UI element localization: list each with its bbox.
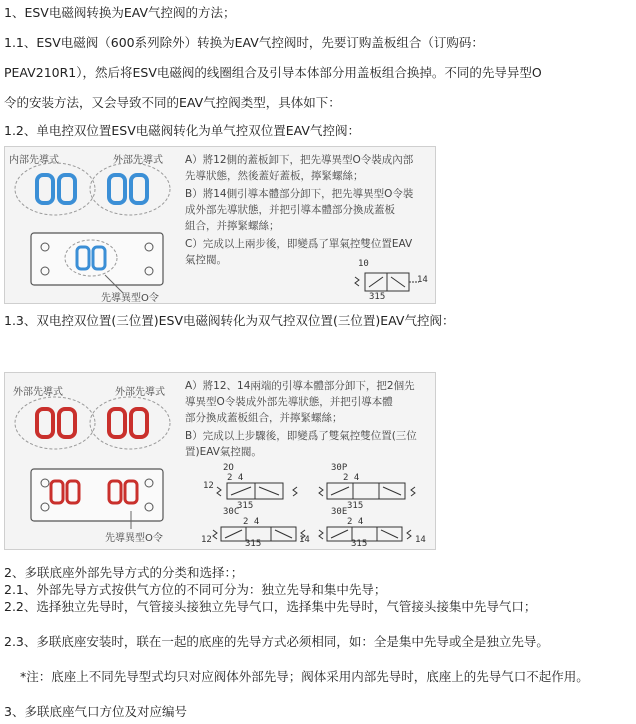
sym1-label-top: 10 [358,259,369,269]
heading-1: 1、ESV电磁阀转换为EAV气控阀的方法； [4,5,236,20]
figure-double-pilot [4,372,436,550]
fig1-step-c2: 氣控閥。 [185,254,227,266]
valve-illustration-2 [5,373,181,550]
para-1-1-end: 令的安装方法，又会导致不同的EAV气控阀类型，具体如下： [4,95,341,110]
sym-2o-bottom: 315 [237,501,254,511]
valve-symbol-single [353,269,423,297]
fig2-step-b2: 置)EAV氣控閥。 [185,446,262,458]
fig1-step-b1: B）將14側引導本體部分卸下，把先導異型O令裝 [185,188,414,200]
label-external-pilot-2: 外部先導式 [13,387,63,398]
sym-2o-left: 12 [203,481,214,491]
fig2-step-a1: A）將12、14兩端的引導本體部分卸下，把2個先 [185,380,415,392]
sym1-label-bottom: 315 [369,292,386,302]
sym-30c-left: 12 [201,535,212,545]
valve-illustration [5,147,181,304]
fig1-step-a2: 先導狀態，然後蓋好蓋板，擰緊螺絲； [185,170,364,182]
sym-30c-label: 30C [223,507,240,517]
sym-30e-bottom: 315 [351,539,368,549]
para-2-3: 2.3、多联底座安装时，联在一起的底座的先导方式必须相同，如：全是集中先导或全是独立先导。 [4,634,549,649]
note: *注：底座上不同先导型式均只对应阀体外部先导；阀体采用内部先导时，底座上的先导气口不起作用。 [20,669,589,684]
sym-30e-ports: 2 4 [347,517,364,527]
fig1-step-c1: C）完成以上兩步後，即變爲了單氣控雙位置EAV [185,238,413,250]
sym-30p-label: 30P [331,463,348,473]
valve-symbol-2o [215,481,299,503]
sym-2o-label: 2O [223,463,234,473]
label-internal-pilot: 内部先導式 [9,155,59,166]
valve-symbol-30p [317,481,417,503]
heading-1-2: 1.2、单电控双位置ESV电磁阀转化为单气控双位置EAV气控阀： [4,123,360,138]
fig1-step-b2: 成外部先導狀態，并把引導本體部分換成蓋板 [185,204,395,216]
heading-2: 2、多联底座外部先导方式的分类和选择：； [4,565,244,580]
para-1-1-cont: PEAV210R1），然后将ESV电磁阀的线圈组合及引导本体部分用盖板组合换掉。不同的先导异型O [4,65,542,80]
label-pilot-oring: 先導異型O令 [101,293,159,304]
sym-30e-right: 14 [415,535,426,545]
sym-30c-ports: 2 4 [243,517,260,527]
figure-single-pilot [4,146,436,304]
sym-30p-ports: 2 4 [343,473,360,483]
sym-30e-label: 30E [331,507,348,517]
para-2-2: 2.2、选择独立先导时，气管接头接独立先导气口，选择集中先导时，气管接头接集中先导气口； [4,599,537,614]
fig2-step-a3: 部分換成蓋板組合，并擰緊螺絲； [185,412,343,424]
heading-3: 3、多联底座气口方位及对应编号 [4,704,187,719]
sym-2o-ports: 2 4 [227,473,244,483]
sym1-label-right: 14 [417,275,428,285]
sym-30c-bottom: 315 [245,539,262,549]
fig2-step-b1: B）完成以上步驟後，即變爲了雙氣控雙位置(三位 [185,430,417,442]
label-external-pilot-2b: 外部先導式 [115,387,165,398]
sym-30p-bottom: 315 [347,501,364,511]
para-1-1: 1.1、ESV电磁阀（600系列除外）转换为EAV气控阀时，先要订购盖板组合（订购码： [4,35,484,50]
fig2-step-a2: 導異型O令裝成外部先導狀態，并把引導本體 [185,396,393,408]
label-pilot-oring-2: 先導異型O令 [105,533,163,544]
fig1-step-b3: 組合，并擰緊螺絲； [185,220,280,232]
sym-30c-right: 14 [299,535,310,545]
fig1-step-a1: A）將12側的蓋板卸下，把先導異型O令裝成內部 [185,154,414,166]
para-2-1: 2.1、外部先导方式按供气方位的不同可分为：独立先导和集中先导； [4,582,387,597]
label-external-pilot: 外部先導式 [113,155,163,166]
heading-1-3: 1.3、双电控双位置(三位置)ESV电磁阀转化为双气控双位置(三位置)EAV气控阀： [4,313,455,328]
